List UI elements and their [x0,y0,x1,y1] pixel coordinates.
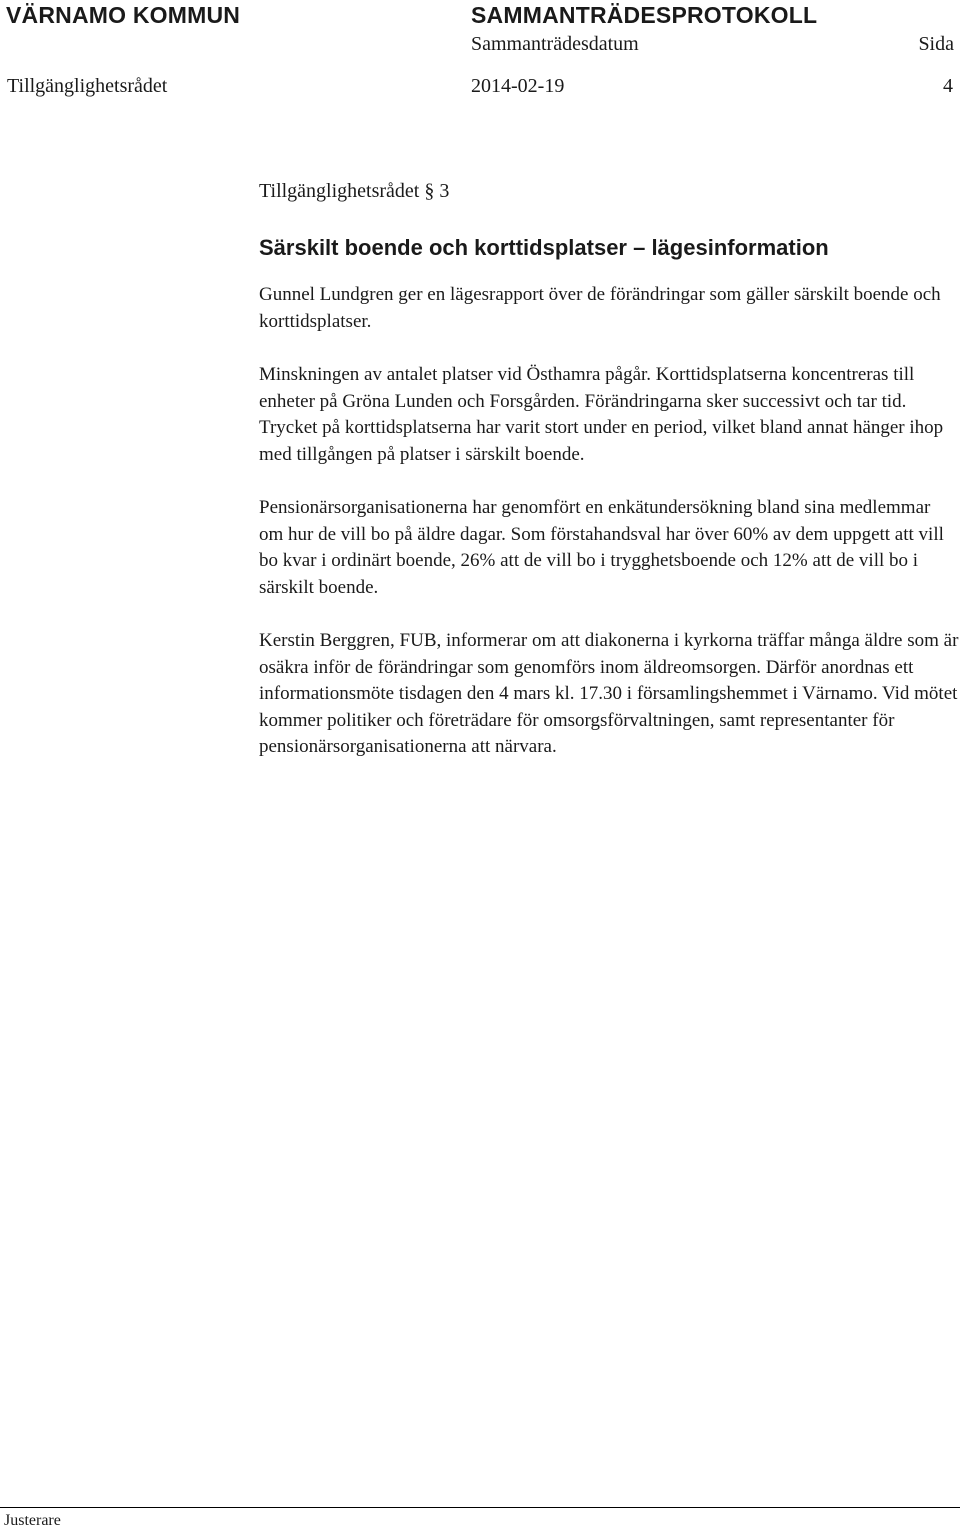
footer-divider [0,1507,960,1508]
meeting-date-label: Sammanträdesdatum [471,33,639,55]
section-title: Särskilt boende och korttidsplatser – lägesinformation [259,235,829,260]
minutes-section [259,178,959,788]
council-name: Tillgänglighetsrådet [7,75,168,97]
paragraph: Gunnel Lundgren ger en lägesrapport över de förändringar som gäller särskilt boende och korttidsplatser. [259,284,941,332]
meeting-date: 2014-02-19 [471,75,565,97]
section-reference: Tillgänglighetsrådet § 3 [259,180,450,202]
adjuster-label: Justerare [4,1512,61,1529]
page-label: Sida [918,33,954,55]
organization-name: VÄRNAMO KOMMUN [6,2,241,28]
page-number: 4 [943,75,953,97]
paragraph: Kerstin Berggren, FUB, informerar om att diakonerna i kyrkorna träffar många äldre som är osäkra inför de förändringar som genomförs inom äldreomsorgen. Därför anordnas ett informationsmöte tisdagen den 4 mars kl. 17.30 i församlingshemmet i Värnamo. Vid mötet kommer politiker och företrädare för omsorgsförvaltningen, samt representanter för pensionärsorganisationerna att närvara. [259,630,959,757]
paragraph: Pensionärsorganisationerna har genomfört en enkätundersökning bland sina medlemmar om hur de vill bo på äldre dagar. Som förstahandsval har över 60% av dem uppgett att vill bo kvar i ordinärt boende, 26% att de vill bo i trygghetsboende och 12% att de vill bo i särskilt boende. [259,497,944,598]
document-type: SAMMANTRÄDESPROTOKOLL [471,2,818,28]
paragraph: Minskningen av antalet platser vid Östhamra pågår. Korttidsplatserna koncentreras till enheter på Gröna Lunden och Forsgården. Förändringarna sker successivt och tar tid. Trycket på korttidsplatserna har varit stort under en period, vilket bland annat hänger ihop med tillgången på platser i särskilt boende. [259,364,944,465]
